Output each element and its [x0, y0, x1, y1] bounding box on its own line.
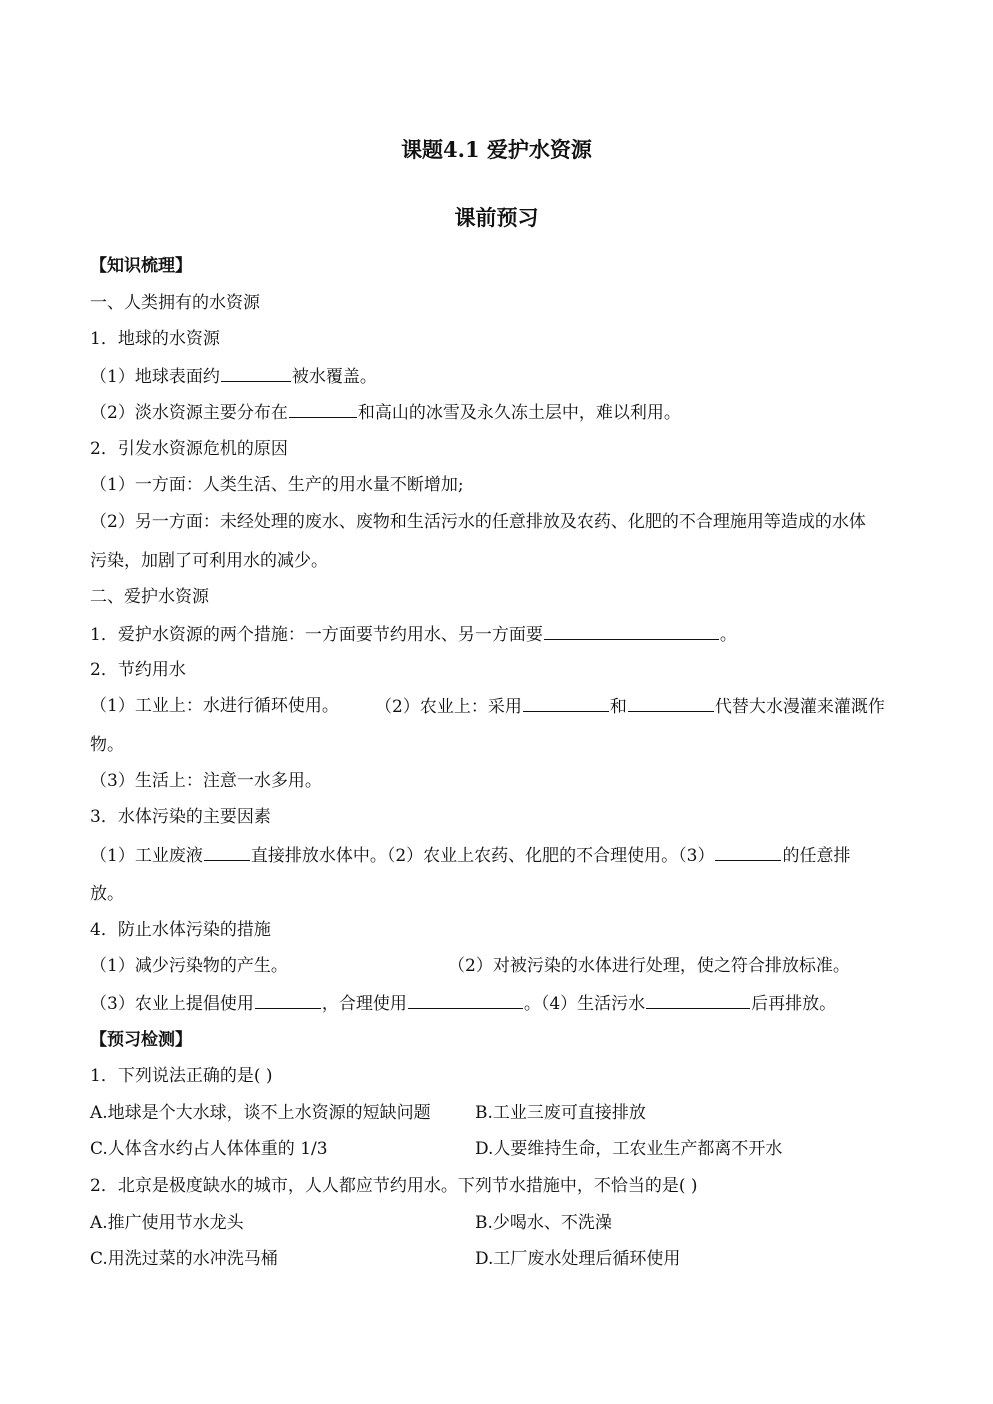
q2-option-a[interactable]: A.推广使用节水龙头 [90, 1213, 244, 1233]
page-subtitle: 课前预习 [454, 205, 539, 230]
item2-2: （2）另一方面：未经处理的废水、废物和生活污水的任意排放及农药、化肥的不合理施用等造成的水体 [90, 512, 866, 532]
item1-1: （1）地球表面约 被水覆盖。 [90, 367, 377, 387]
item2-1: （1）一方面：人类生活、生产的用水量不断增加; [90, 475, 464, 495]
part1-heading: 一、人类拥有的水资源 [90, 293, 260, 313]
fill-blank[interactable] [289, 401, 357, 418]
fill-blank[interactable] [408, 992, 523, 1009]
q1-option-c[interactable]: C.人体含水约占人体体重的 1/3 [90, 1139, 328, 1159]
fill-blank[interactable] [715, 844, 781, 861]
knowledge-header: 【知识梳理】 [90, 256, 192, 276]
q2-option-c[interactable]: C.用洗过菜的水冲洗马桶 [90, 1249, 278, 1269]
p2-item1: 1．爱护水资源的两个措施：一方面要节约用水、另一方面要 。 [90, 625, 737, 645]
fill-blank[interactable] [628, 695, 714, 712]
q1-option-b[interactable]: B.工业三废可直接排放 [475, 1103, 646, 1123]
p2-item2-3: （3）生活上：注意一水多用。 [90, 771, 322, 791]
p2-item3-heading: 3．水体污染的主要因素 [90, 807, 271, 827]
p2-item3-cont: 放。 [90, 884, 124, 904]
p2-item2-2: （2）农业上：采用 和 代替大水漫灌来灌溉作 [375, 697, 885, 717]
p2-item4-heading: 4．防止水体污染的措施 [90, 920, 271, 940]
item1-2: （2）淡水资源主要分布在 和高山的冰雪及永久冻土层中，难以利用。 [90, 403, 681, 423]
question-1: 1．下列说法正确的是( ) [90, 1066, 273, 1086]
fill-blank[interactable] [523, 695, 609, 712]
q2-option-b[interactable]: B.少喝水、不洗澡 [475, 1213, 612, 1233]
fill-blank[interactable] [255, 992, 321, 1009]
p2-item4-1: （1）减少污染物的产生。 [90, 956, 288, 976]
fill-blank[interactable] [204, 844, 250, 861]
q1-option-d[interactable]: D.人要维持生命，工农业生产都离不开水 [475, 1139, 783, 1159]
fill-blank[interactable] [544, 623, 719, 640]
p2-item2-2-cont: 物。 [90, 735, 124, 755]
p2-item2-1: （1）工业上：水进行循环使用。 [90, 696, 339, 716]
item1-heading: 1．地球的水资源 [90, 329, 220, 349]
q2-option-d[interactable]: D.工厂废水处理后循环使用 [475, 1249, 681, 1269]
p2-item4-3: （3）农业上提倡使用 ，合理使用 。（4）生活污水 后再排放。 [90, 994, 837, 1014]
item2-2-cont: 污染，加剧了可利用水的减少。 [90, 551, 328, 571]
fill-blank[interactable] [221, 365, 291, 382]
preview-check-header: 【预习检测】 [90, 1030, 192, 1050]
p2-item3-line: （1）工业废液 直接排放水体中。（2）农业上农药、化肥的不合理使用。（3） 的任意排 [90, 846, 851, 866]
q1-option-a[interactable]: A.地球是个大水球，谈不上水资源的短缺问题 [90, 1103, 431, 1123]
item2-heading: 2．引发水资源危机的原因 [90, 439, 288, 459]
page-title: 课题4.1 爱护水资源 [401, 137, 592, 162]
part2-heading: 二、爱护水资源 [90, 587, 209, 607]
question-2: 2．北京是极度缺水的城市，人人都应节约用水。下列节水措施中，不恰当的是( ) [90, 1176, 698, 1196]
fill-blank[interactable] [646, 992, 750, 1009]
p2-item4-2: （2）对被污染的水体进行处理，使之符合排放标准。 [448, 956, 850, 976]
p2-item2-heading: 2．节约用水 [90, 660, 186, 680]
